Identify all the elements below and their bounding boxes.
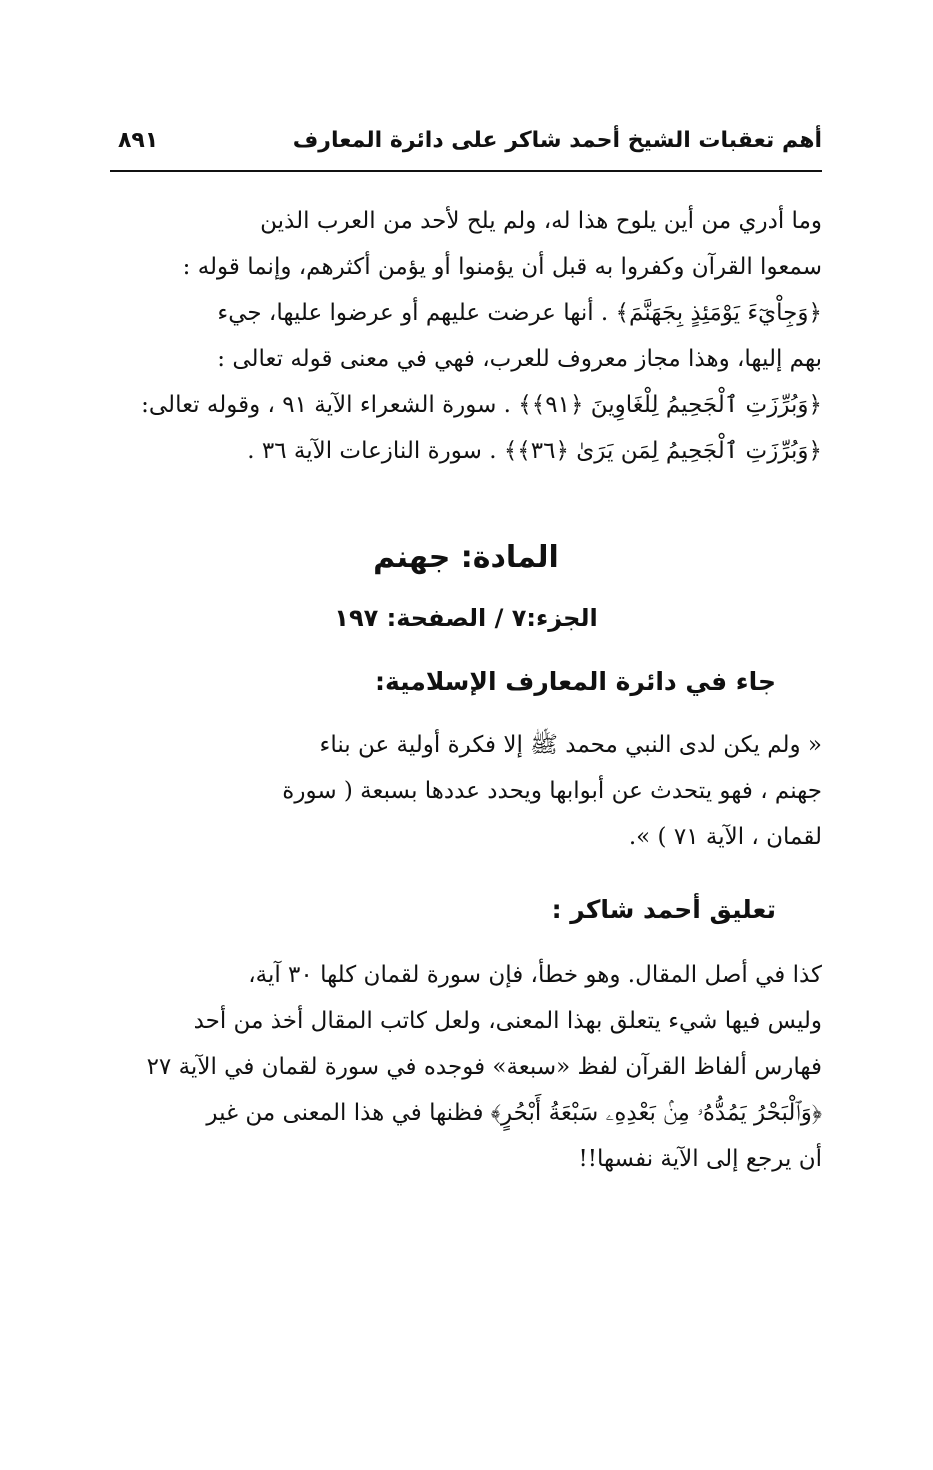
book-page (110, 118, 822, 1182)
text-line: بهم إليها، وهذا مجاز معروف للعرب، فهي في معنى قوله تعالى : (217, 346, 822, 372)
encyclopedia-quote (110, 722, 822, 860)
text-line: لقمان ، الآية ٧١ ) ». (628, 824, 822, 850)
text-line: سمعوا القرآن وكفروا به قبل أن يؤمنوا أو يؤمن أكثرهم، وإنما قوله : (182, 254, 822, 280)
text-line: جهنم ، فهو يتحدث عن أبوابها ويحدد عددها بسبعة ( سورة (282, 778, 822, 804)
commentary-paragraph (110, 952, 822, 1182)
entry-part-page: الجزء:٧ / الصفحة: ١٩٧ (334, 604, 598, 632)
text-line: أن يرجع إلى الآية نفسها!! (578, 1146, 822, 1172)
text-line: « ولم يكن لدى النبي محمد ﷺ إلا فكرة أولية عن بناء (319, 732, 822, 758)
text-line: وليس فيها شيء يتعلق بهذا المعنى، ولعل كاتب المقال أخذ من أحد (193, 1008, 822, 1034)
intro-paragraph (110, 198, 822, 474)
commentary-heading: تعليق أحمد شاكر : (551, 895, 776, 924)
text-line: كذا في أصل المقال. وهو خطأ، فإن سورة لقمان كلها ٣٠ آية، (248, 962, 822, 988)
entry-material-heading: المادة: جهنم (373, 540, 559, 575)
text-line: ﴿وَبُرِّزَتِ ٱلْجَحِيمُ لِلْغَاوِينَ ﴿٩١﴾﴾ . سورة الشعراء الآية ٩١ ، وقوله تعالى: (141, 392, 822, 418)
text-line: ﴿وَبُرِّزَتِ ٱلْجَحِيمُ لِمَن يَرَىٰ ﴿٣٦﴾﴾ . سورة النازعات الآية ٣٦ . (247, 438, 822, 464)
page-number: ٨٩١ (118, 128, 159, 153)
running-title: أهم تعقبات الشيخ أحمد شاكر على دائرة المعارف (292, 128, 822, 153)
encyclopedia-heading: جاء في دائرة المعارف الإسلامية: (374, 667, 776, 696)
text-line: ﴿وَٱلْبَحْرُ يَمُدُّهُۥ مِنۢ بَعْدِهِۦ سَبْعَةُ أَبْحُرٍ﴾ فظنها في هذا المعنى من غير (206, 1100, 822, 1126)
text-line: ﴿وَجِاْيٓءَ يَوْمَئِذٍ بِجَهَنَّمَ﴾ . أنها عرضت عليهم أو عرضوا عليها، جيء (217, 300, 822, 326)
running-header (110, 118, 822, 172)
text-line: فهارس ألفاظ القرآن لفظ «سبعة» فوجده في سورة لقمان في الآية ٢٧ (146, 1054, 822, 1080)
text-line: وما أدري من أين يلوح هذا له، ولم يلح لأحد من العرب الذين (260, 208, 822, 234)
